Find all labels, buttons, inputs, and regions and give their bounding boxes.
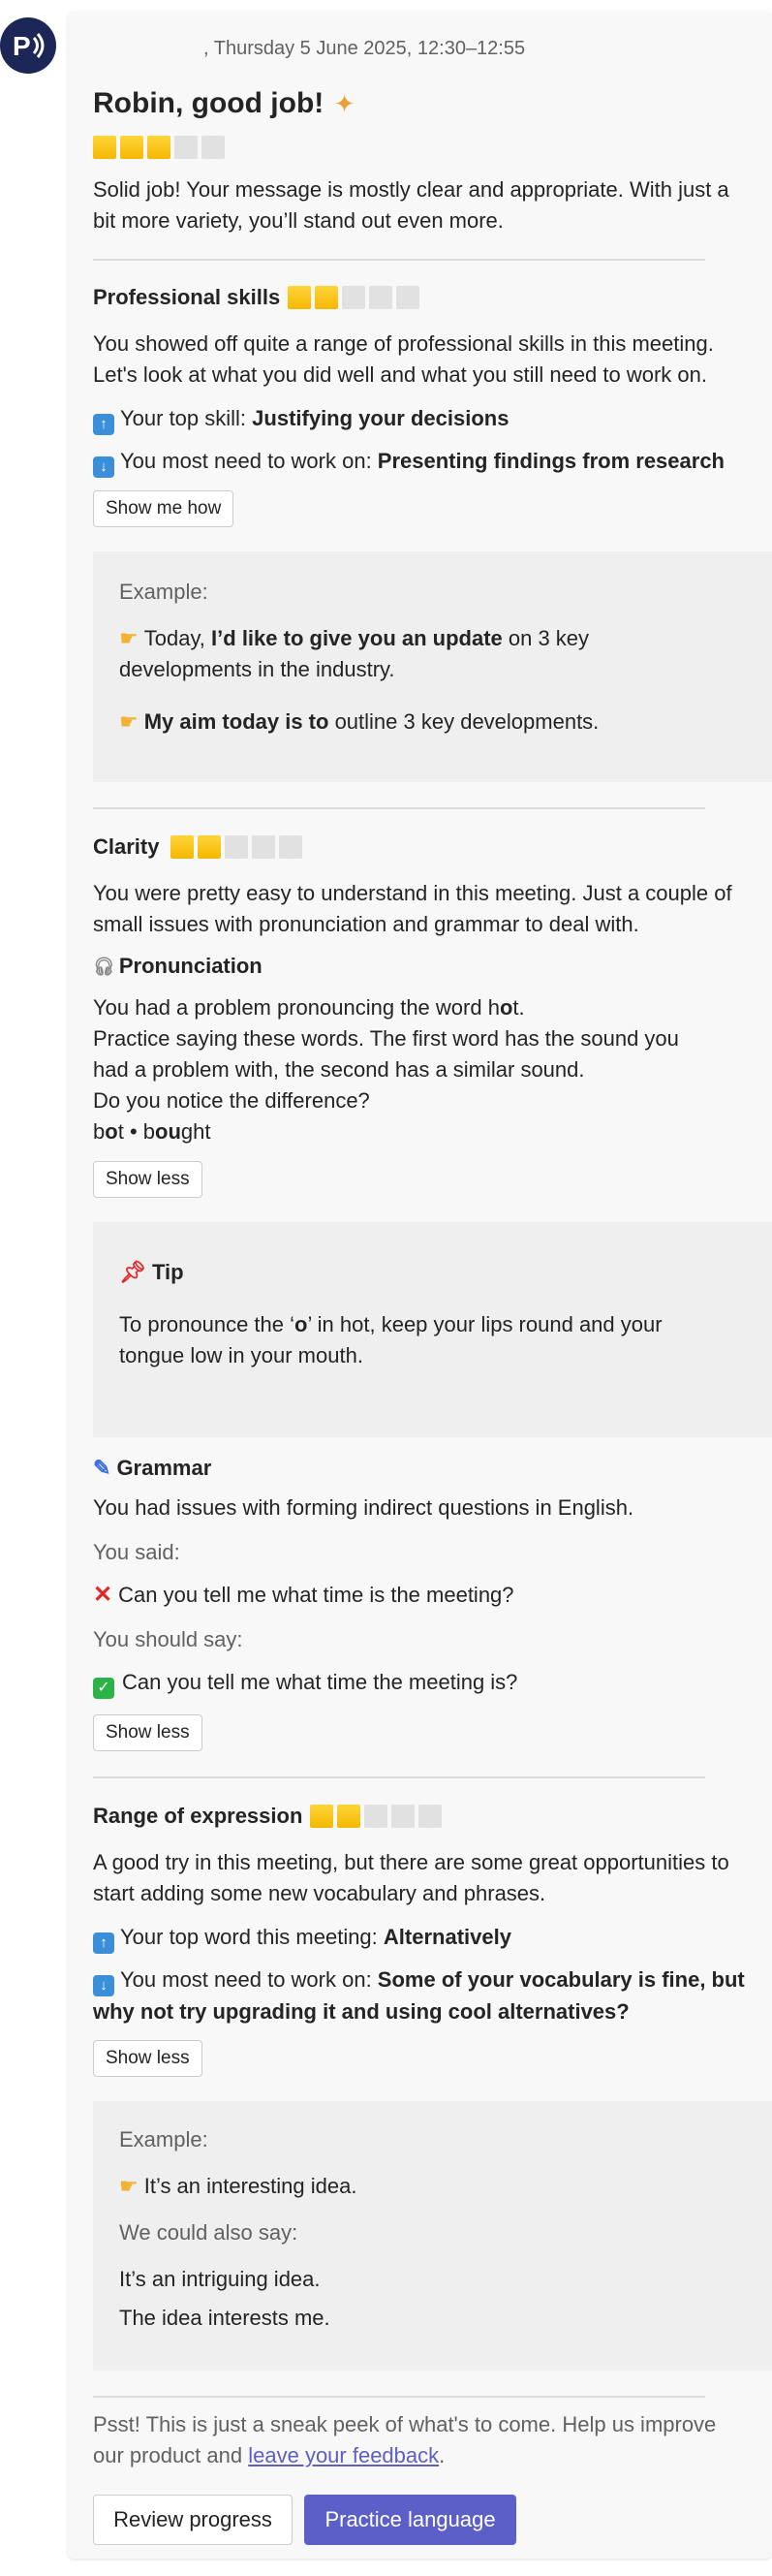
rating-star-filled: [310, 1805, 333, 1828]
word-part: b: [93, 1119, 106, 1144]
top-word-label: Your top word this meeting:: [120, 1925, 384, 1949]
range-text: A good try in this meeting, but there are some great opportunities to start adding some new vocabulary and phrases.: [93, 1850, 729, 1905]
professional-skills-heading: [93, 285, 748, 310]
pronunciation-line-1: [93, 992, 748, 1023]
section-title: Professional skills: [93, 285, 281, 309]
pronunciation-heading: [93, 954, 748, 979]
divider: [93, 1776, 705, 1778]
example-text: outline 3 key developments.: [328, 709, 600, 734]
arrow-up-icon: ↑: [93, 1932, 114, 1954]
rating-star-empty: [225, 835, 248, 859]
tip-body: ’ in hot, keep your lips round and your tongue low in your mouth.: [119, 1312, 663, 1367]
top-skill-value: Justifying your decisions: [252, 406, 510, 430]
top-skill: [93, 403, 748, 435]
arrow-up-icon: ↑: [93, 414, 114, 435]
pron-sound: o: [499, 995, 513, 1020]
section-title: Range of expression: [93, 1804, 303, 1828]
svg-text:P: P: [13, 31, 31, 61]
grammar-heading: [93, 1456, 748, 1481]
headphones-icon: 🎧︎: [93, 956, 115, 976]
rating-star-filled: [120, 136, 143, 159]
overall-rating: [93, 136, 748, 159]
tip-body: To pronounce the ‘: [119, 1312, 295, 1336]
work-on-skill: [93, 446, 748, 478]
word-sound: o: [105, 1119, 118, 1144]
work-on-value: Some of your vocabulary is fine, but why not try upgrading it and using cool alternatives?: [93, 1967, 745, 2024]
subsection-title: Grammar: [116, 1456, 212, 1480]
meeting-meta: , Thursday 5 June 2025, 12:30–12:55: [203, 38, 526, 59]
pointing-hand-icon: ☛: [119, 709, 139, 734]
rating-star-empty: [369, 286, 392, 309]
rating-star-empty: [391, 1805, 415, 1828]
tip-heading: [119, 1257, 184, 1288]
example-sentence-2: [119, 707, 599, 738]
footer-text: .: [439, 2443, 446, 2467]
work-on-label: You most need to work on:: [120, 1967, 378, 1992]
rating-star-empty: [364, 1805, 387, 1828]
tip-text: [119, 1309, 700, 1371]
pronunciation-line-2: Practice saying these words. The first word has the sound you had a problem with, the second has a similar sound.: [93, 1026, 679, 1082]
example-phrase: I’d like to give you an update: [211, 626, 503, 650]
party-popper-icon: ✦: [333, 89, 355, 118]
show-less-button[interactable]: Show less: [93, 1161, 202, 1198]
show-less-button[interactable]: Show less: [93, 2040, 202, 2077]
footer-note: [93, 2409, 742, 2471]
top-word-value: Alternatively: [383, 1925, 511, 1949]
rating-star-empty: [252, 835, 275, 859]
example-sentence-1: [119, 623, 720, 685]
subsection-title: Pronunciation: [118, 954, 262, 978]
professional-skills-text: You showed off quite a range of professional skills in this meeting. Let's look at what you did well and what you still need to work on.: [93, 331, 714, 387]
top-skill-label: Your top skill:: [120, 406, 253, 430]
app-avatar: [0, 17, 56, 74]
feedback-title: [93, 87, 748, 120]
you-said-label: You said:: [93, 1540, 180, 1564]
grammar-text: You had issues with forming indirect questions in English.: [93, 1495, 634, 1520]
practice-language-button[interactable]: Practice language: [304, 2495, 516, 2545]
tip-title: Tip: [151, 1260, 184, 1284]
wrong-sentence: [93, 1580, 748, 1611]
work-on-value: Presenting findings from research: [377, 449, 725, 473]
check-mark-icon: ✓: [93, 1678, 114, 1699]
divider: [93, 807, 705, 809]
rating-star-filled: [147, 136, 170, 159]
pron-text: t.: [512, 995, 525, 1020]
alternative-1: It’s an intriguing idea.: [119, 2267, 321, 2291]
cross-mark-icon: ✕: [93, 1582, 113, 1608]
top-word: [93, 1922, 748, 1954]
rating-star-filled: [337, 1805, 360, 1828]
divider: [93, 259, 705, 261]
pencil-icon: ✎: [93, 1456, 111, 1480]
example-text: Today,: [143, 626, 212, 650]
example-label: Example:: [119, 2127, 208, 2152]
rating-star-filled: [170, 835, 194, 859]
arrow-down-icon: ↓: [93, 1975, 114, 1996]
example-text: It’s an interesting idea.: [143, 2174, 357, 2198]
rating-star-filled: [288, 286, 311, 309]
word-part: t: [117, 1119, 124, 1144]
footer-text: Psst! This is just a sneak peek of what's to come. Help us improve our product and: [93, 2412, 717, 2467]
rating-star-filled: [315, 286, 338, 309]
alternative-2: The idea interests me.: [119, 2306, 330, 2330]
also-say-label: We could also say:: [119, 2220, 298, 2245]
example-phrase: My aim today is to: [143, 709, 329, 734]
example-label: Example:: [119, 580, 208, 604]
pointing-hand-icon: ☛: [119, 2174, 139, 2198]
title-text: Robin, good job!: [93, 87, 324, 119]
rating-star-empty: [201, 136, 225, 159]
pointing-hand-icon: ☛: [119, 626, 139, 650]
arrow-down-icon: ↓: [93, 456, 114, 478]
show-me-how-button[interactable]: Show me how: [93, 490, 233, 527]
divider: [93, 2396, 705, 2398]
example-panel: [93, 551, 772, 782]
rating-star-empty: [174, 136, 198, 159]
tip-sound: o: [294, 1312, 308, 1336]
review-progress-button[interactable]: Review progress: [93, 2495, 293, 2545]
range-work-on: [93, 1964, 748, 2027]
rating-star-empty: [418, 1805, 442, 1828]
section-title: Clarity: [93, 834, 160, 859]
word-part: ght: [180, 1119, 211, 1144]
pron-text: You had a problem pronouncing the word h: [93, 995, 500, 1020]
tip-panel: [93, 1222, 772, 1437]
example-text: on 3 key developments in the industry.: [119, 626, 590, 681]
wrong-text: Can you tell me what time is the meeting?: [118, 1583, 514, 1607]
pushpin-icon: 📌︎: [119, 1260, 146, 1284]
rating-star-filled: [93, 136, 116, 159]
feedback-link[interactable]: leave your feedback: [248, 2443, 440, 2467]
vocabulary-example-panel: [93, 2101, 772, 2371]
range-heading: [93, 1804, 748, 1829]
vocabulary-example: [119, 2171, 356, 2202]
summary-text: Solid job! Your message is mostly clear and appropriate. With just a bit more variety, you’ll stand out even more.: [93, 177, 729, 233]
pronunciation-words: [93, 1116, 748, 1147]
clarity-text: You were pretty easy to understand in this meeting. Just a couple of small issues with pronunciation and grammar to deal with.: [93, 881, 732, 936]
clarity-heading: [93, 834, 748, 860]
correct-sentence: [93, 1667, 748, 1699]
should-say-label: You should say:: [93, 1627, 243, 1651]
correct-text: Can you tell me what time the meeting is?: [122, 1670, 518, 1694]
brand-logo-icon: [9, 26, 47, 65]
rating-star-filled: [198, 835, 221, 859]
word-separator: •: [123, 1119, 143, 1144]
work-on-label: You most need to work on:: [120, 449, 378, 473]
rating-star-empty: [279, 835, 302, 859]
word-part: b: [142, 1119, 156, 1144]
pronunciation-line-3: Do you notice the difference?: [93, 1088, 370, 1113]
rating-star-empty: [396, 286, 419, 309]
word-sound: ou: [155, 1119, 181, 1144]
feedback-card: [68, 12, 772, 2559]
show-less-button[interactable]: Show less: [93, 1714, 202, 1751]
rating-star-empty: [342, 286, 365, 309]
